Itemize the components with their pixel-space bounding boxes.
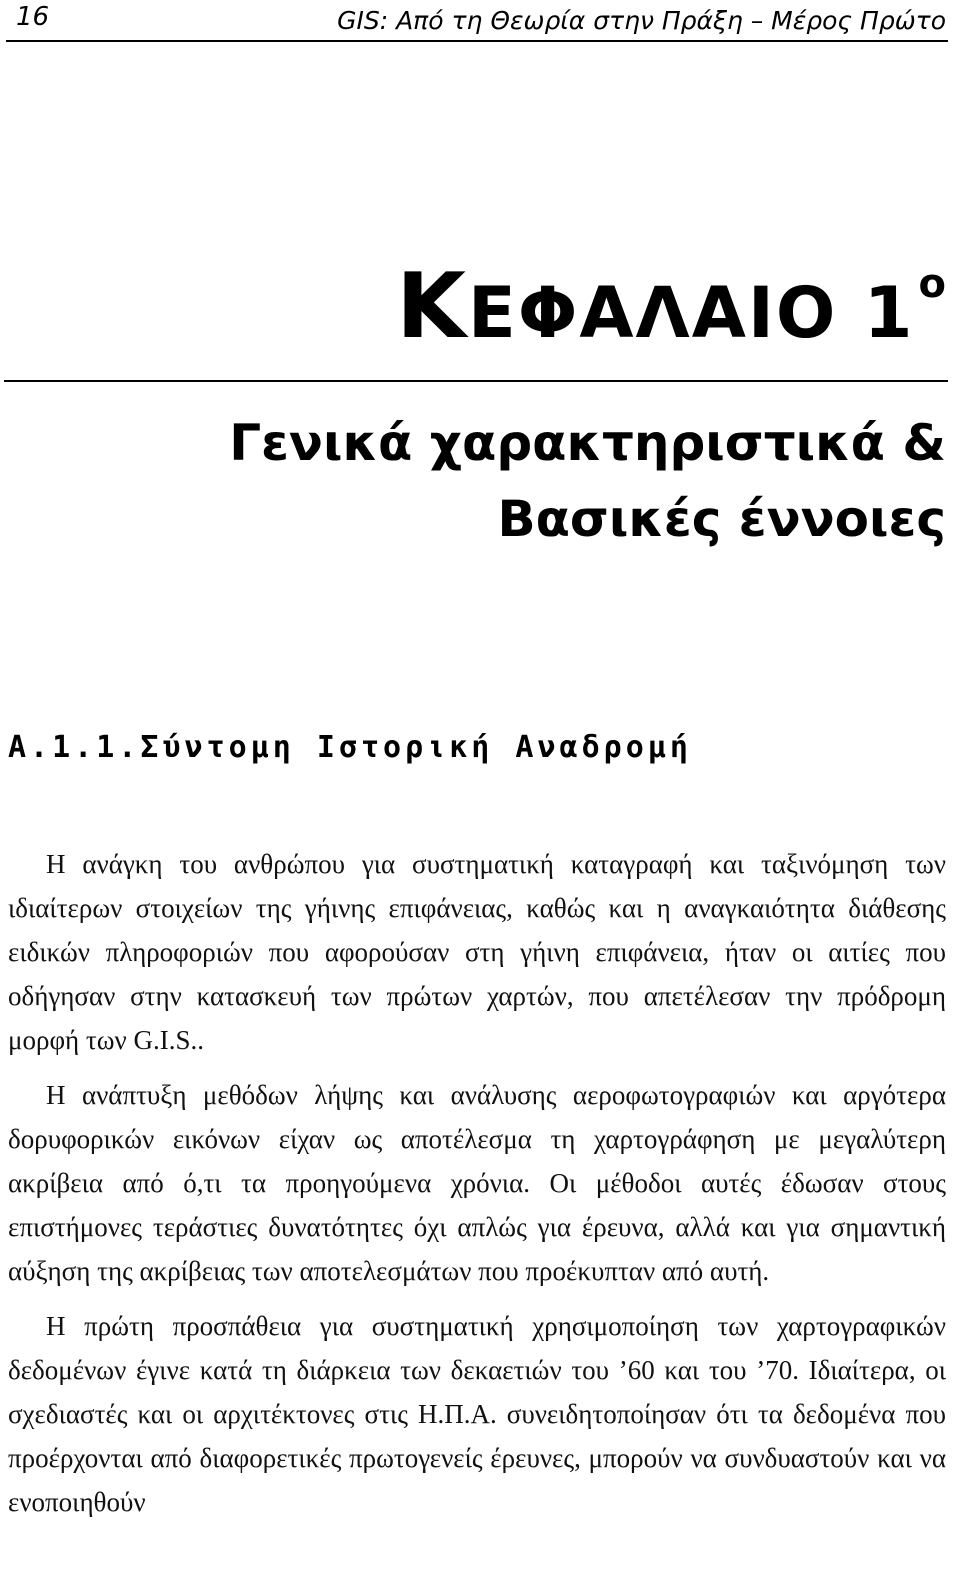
chapter-heading-text: ΕΦΑΛΑΙΟ 1 [468,272,915,354]
chapter-ordinal: ο [918,261,948,307]
paragraph: Η ανάγκη του ανθρώπου για συστηματική καταγραφή και ταξινόμηση των ιδιαίτερων στοιχείων της γήινης επιφάνειας, καθώς και η αναγκαιότητα διάθεσης ειδικών πληροφοριών που αφορούσαν στη γήινη επιφάνεια, ήταν οι αιτίες που οδήγησαν στην κατασκευή των πρώτων χαρτών, που απετέλεσαν την πρόδρομη μορφή των G.I.S.. [8,849,946,1055]
paragraph: Η ανάπτυξη μεθόδων λήψης και ανάλυσης αεροφωτογραφιών και αργότερα δορυφορικών εικόνων είχαν ως αποτέλεσμα τη χαρτογράφηση με μεγαλύτερη ακρίβεια από ό,τι τα προηγούμενα χρόνια. Οι μέθοδοι αυτές έδωσαν στους επιστήμονες τεράστιες δυνατότητες όχι απλώς για έρευνα, αλλά και για σημαντική αύξηση της ακρίβειας των αποτελεσμάτων που προέκυπταν από αυτή. [8,1080,946,1286]
section-heading: Α.1.1.Σύντομη Ιστορική Αναδρομή [8,730,692,765]
chapter-heading [396,254,948,359]
paragraph: Η πρώτη προσπάθεια για συστηματική χρησιμοποίηση των χαρτογραφικών δεδομένων έγινε κατά τη διάρκεια των δεκαετιών του ’60 και του ’70. Ιδιαίτερα, οι σχεδιαστές και οι αρχιτέκτονες στις Η.Π.Α. συνειδητοποίησαν ότι τα δεδομένα που προέρχονται από διαφορετικές πρωτογενείς έρευνες, μπορούν να συνδυαστούν και να ενοποιηθούν [8,1311,946,1517]
body-text [8,842,946,1535]
chapter-heading-initial: Κ [396,254,469,359]
running-header [6,0,948,42]
chapter-title: Γενικά χαρακτηριστικά & Βασικές έννοιες [229,414,946,548]
book-title: GIS: Από τη Θεωρία στην Πράξη – Μέρος Πρώτο [337,6,946,35]
page-number: 16 [16,2,50,32]
chapter-divider [4,380,948,382]
